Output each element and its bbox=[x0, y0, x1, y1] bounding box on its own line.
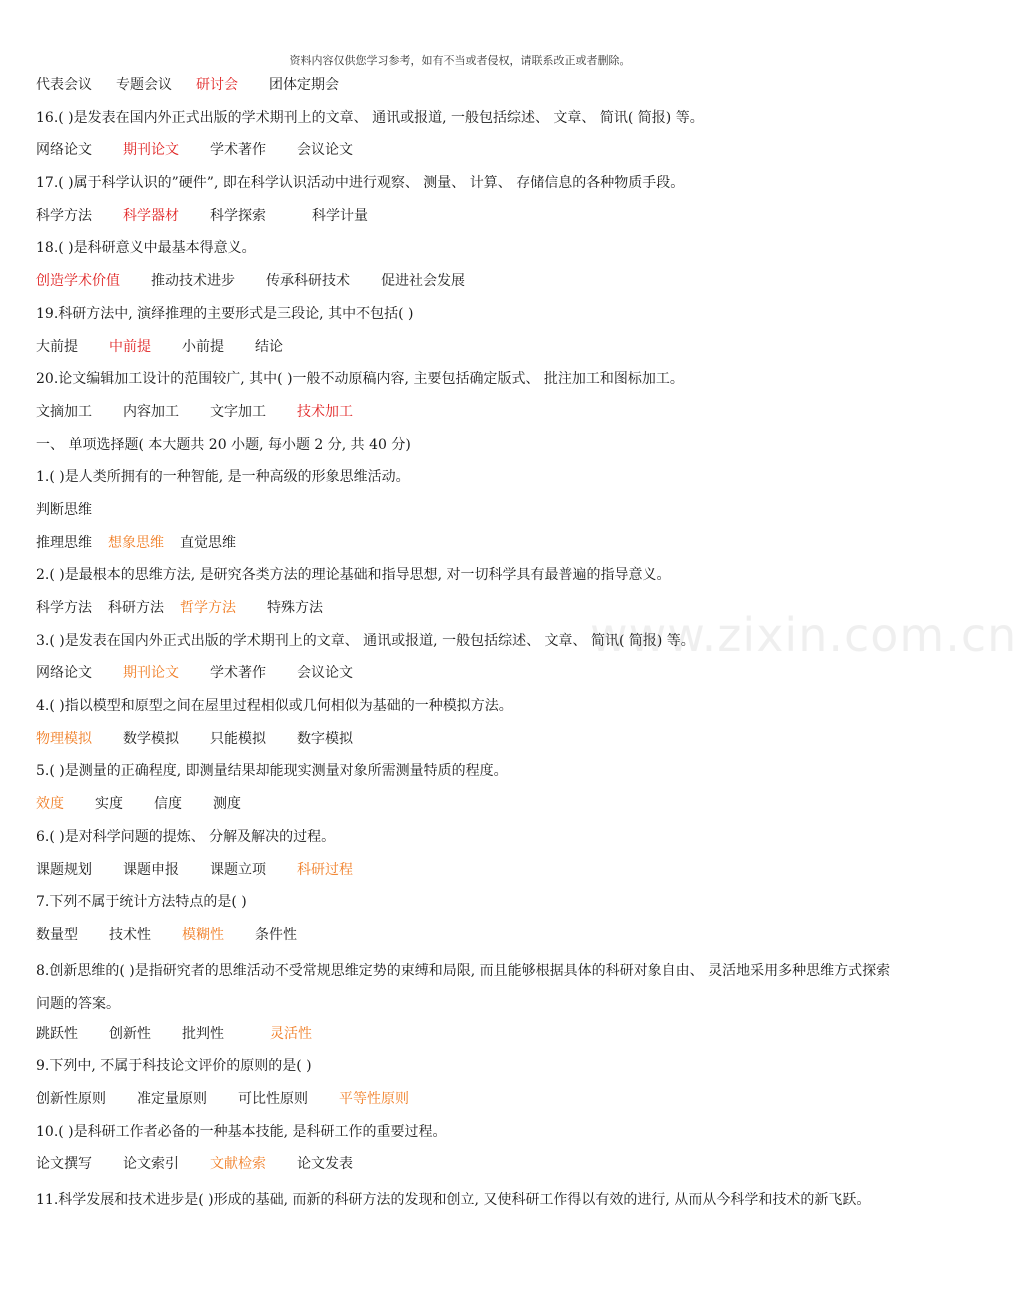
answer-option: 促进社会发展 bbox=[381, 273, 465, 290]
answer-option: 可比性原则 bbox=[238, 1090, 308, 1107]
answer-option: 会议论文 bbox=[297, 665, 353, 682]
correct-answer-option: 研讨会 bbox=[196, 77, 238, 93]
answer-option: 课题立项 bbox=[210, 861, 266, 878]
answer-option: 科学计量 bbox=[312, 207, 368, 224]
question-text: 3.( )是发表在国内外正式出版的学术期刊上的文章、 通讯或报道, 一般包括综述、 文章、 简讯( 简报) 等。 bbox=[36, 632, 695, 649]
question-text: 6.( )是对科学问题的提炼、 分解及解决的过程。 bbox=[36, 828, 336, 845]
answer-option: 推理思维 bbox=[36, 534, 92, 551]
question-text: 5.( )是测量的正确程度, 即测量结果却能现实测量对象所需测量特质的程度。 bbox=[36, 763, 508, 780]
answer-option: 条件性 bbox=[255, 926, 297, 943]
page-header-note: 资料内容仅供您学习参考，如有不当或者侵权，请联系改正或者删除。 bbox=[289, 54, 631, 67]
correct-answer-option: 想象思维 bbox=[108, 534, 164, 551]
answer-option: 结论 bbox=[255, 338, 283, 355]
answer-option: 文摘加工 bbox=[36, 403, 92, 420]
question-text: 10.( )是科研工作者必备的一种基本技能, 是科研工作的重要过程。 bbox=[36, 1123, 447, 1140]
answer-option: 课题申报 bbox=[123, 861, 179, 878]
answer-option: 团体定期会 bbox=[269, 77, 339, 93]
correct-answer-option: 平等性原则 bbox=[339, 1090, 409, 1107]
answer-options-row bbox=[36, 1021, 896, 1054]
answer-option: 数量型 bbox=[36, 926, 78, 943]
answer-option: 测度 bbox=[213, 796, 241, 813]
answer-option: 直觉思维 bbox=[180, 534, 236, 551]
answer-option: 会议论文 bbox=[297, 142, 353, 159]
answer-options-row bbox=[36, 595, 896, 628]
correct-answer-option: 科学器材 bbox=[123, 207, 179, 224]
answer-option: 学术著作 bbox=[210, 142, 266, 159]
correct-answer-option: 中前提 bbox=[109, 338, 151, 355]
answer-option: 网络论文 bbox=[36, 665, 92, 682]
answer-option: 科学方法 bbox=[36, 207, 92, 224]
answer-option: 跳跃性 bbox=[36, 1025, 78, 1042]
correct-answer-option: 期刊论文 bbox=[123, 665, 179, 682]
answer-options-row bbox=[36, 268, 896, 301]
answer-option: 推动技术进步 bbox=[151, 273, 235, 290]
answer-option: 论文索引 bbox=[123, 1156, 179, 1173]
answer-option: 代表会议 bbox=[36, 77, 92, 93]
question-text: 2.( )是最根本的思维方法, 是研究各类方法的理论基础和指导思想, 对一切科学具有最普遍的指导意义。 bbox=[36, 567, 671, 584]
answer-option: 信度 bbox=[154, 796, 182, 813]
correct-answer-option: 物理模拟 bbox=[36, 730, 92, 747]
question-text: 9.下列中, 不属于科技论文评价的原则的是( ) bbox=[36, 1058, 312, 1075]
answer-option: 批判性 bbox=[182, 1025, 224, 1042]
answer-options-row bbox=[36, 137, 896, 170]
answer-option: 学术著作 bbox=[210, 665, 266, 682]
answer-option: 科学探索 bbox=[210, 207, 266, 224]
question-text: 17.( )属于科学认识的”硬件”, 即在科学认识活动中进行观察、 测量、 计算、 存储信息的各种物质手段。 bbox=[36, 175, 685, 192]
question-text: 8.创新思维的( )是指研究者的思维活动不受常规思维定势的束缚和局限, 而且能够根据具体的科研对象自由、 灵活地采用多种思维方式探索问题的答案。 bbox=[36, 962, 891, 1012]
question-text: 11.科学发展和技术进步是( )形成的基础, 而新的科研方法的发现和创立, 又使科研工作得以有效的进行, 从而从今科学和技术的新飞跃。 bbox=[36, 1192, 871, 1208]
answer-options-row bbox=[36, 1151, 896, 1184]
document-body bbox=[36, 72, 896, 1217]
correct-answer-option: 哲学方法 bbox=[180, 600, 236, 616]
answer-options-row bbox=[36, 530, 896, 563]
answer-option: 实度 bbox=[95, 796, 123, 813]
answer-option: 只能模拟 bbox=[210, 730, 266, 747]
answer-option: 小前提 bbox=[182, 338, 224, 355]
correct-answer-option: 创造学术价值 bbox=[36, 273, 120, 290]
question-text: 一、 单项选择题( 本大题共 20 小题, 每小题 2 分, 共 40 分) bbox=[36, 436, 411, 453]
question-text: 判断思维 bbox=[36, 501, 92, 518]
answer-option: 网络论文 bbox=[36, 142, 92, 159]
answer-option: 内容加工 bbox=[123, 403, 179, 420]
answer-options-row bbox=[36, 791, 896, 824]
correct-answer-option: 科研过程 bbox=[297, 861, 353, 878]
answer-option: 特殊方法 bbox=[267, 600, 323, 616]
answer-option: 论文撰写 bbox=[36, 1156, 92, 1173]
answer-options-row bbox=[36, 726, 896, 759]
answer-option: 创新性原则 bbox=[36, 1090, 106, 1107]
answer-option: 准定量原则 bbox=[137, 1090, 207, 1107]
question-text: 19.科研方法中, 演绎推理的主要形式是三段论, 其中不包括( ) bbox=[36, 305, 414, 322]
question-text: 16.( )是发表在国内外正式出版的学术期刊上的文章、 通讯或报道, 一般包括综述、 文章、 简讯( 简报) 等。 bbox=[36, 109, 704, 126]
question-text: 1.( )是人类所拥有的一种智能, 是一种高级的形象思维活动。 bbox=[36, 469, 410, 486]
answer-option: 大前提 bbox=[36, 338, 78, 355]
answer-option: 课题规划 bbox=[36, 861, 92, 878]
correct-answer-option: 灵活性 bbox=[270, 1025, 312, 1042]
answer-option: 专题会议 bbox=[116, 77, 172, 93]
question-text: 18.( )是科研意义中最基本得意义。 bbox=[36, 240, 256, 257]
correct-answer-option: 模糊性 bbox=[182, 926, 224, 943]
answer-option: 科学方法 bbox=[36, 600, 92, 616]
correct-answer-option: 技术加工 bbox=[297, 403, 353, 420]
answer-option: 传承科研技术 bbox=[266, 273, 350, 290]
answer-option: 技术性 bbox=[109, 926, 151, 943]
answer-options-row bbox=[36, 660, 896, 693]
answer-options-row bbox=[36, 857, 896, 890]
answer-options-row bbox=[36, 334, 896, 367]
question-text: 20.论文编辑加工设计的范围较广, 其中( )一般不动原稿内容, 主要包括确定版式、 批注加工和图标加工。 bbox=[36, 371, 684, 388]
correct-answer-option: 文献检索 bbox=[210, 1156, 266, 1173]
answer-options-row bbox=[36, 1086, 896, 1119]
correct-answer-option: 效度 bbox=[36, 796, 64, 813]
question-text: 4.( )指以模型和原型之间在屋里过程相似或几何相似为基础的一种模拟方法。 bbox=[36, 698, 513, 715]
question-text: 7.下列不属于统计方法特点的是( ) bbox=[36, 894, 247, 911]
answer-options-row bbox=[36, 922, 896, 955]
answer-options-row bbox=[36, 203, 896, 236]
answer-option: 论文发表 bbox=[297, 1156, 353, 1173]
correct-answer-option: 期刊论文 bbox=[123, 142, 179, 159]
answer-option: 创新性 bbox=[109, 1025, 151, 1042]
answer-option: 数字模拟 bbox=[297, 730, 353, 747]
answer-option: 文字加工 bbox=[210, 403, 266, 420]
answer-options-row bbox=[36, 72, 896, 105]
answer-options-row bbox=[36, 399, 896, 432]
answer-option: 数学模拟 bbox=[123, 730, 179, 747]
watermark: www.zixin.com.cn bbox=[590, 608, 1017, 662]
answer-option: 科研方法 bbox=[108, 600, 164, 616]
